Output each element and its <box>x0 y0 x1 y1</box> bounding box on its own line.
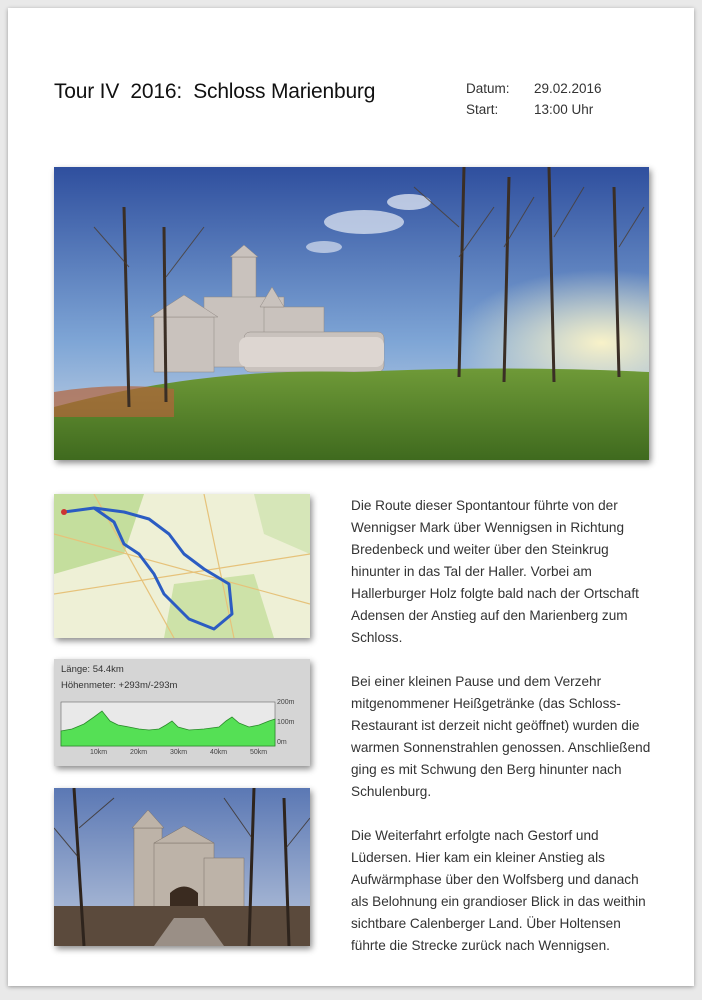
start-value: 13:00 Uhr <box>534 102 594 117</box>
tour-description <box>351 495 651 979</box>
date-value: 29.02.2016 <box>534 81 602 96</box>
route-length: Länge: 54.4km <box>61 664 124 675</box>
elevation-profile <box>54 659 310 766</box>
x-tick-50: 50km <box>250 749 268 756</box>
paragraph-route: Die Route dieser Spontantour führte von der Wennigser Mark über Wennigsen in Richtung Bredenbeck und weiter über den Steinkrug hinunter in das Tal der Haller. Vorbei am Hallerburger Holz folgte bald nach der Ortschaft Adensen der Anstieg auf den Marienberg zum Schloss. <box>351 498 639 645</box>
paragraph-return: Die Weiterfahrt erfolgte nach Gestorf und Lüdersen. Hier kam ein kleiner Anstieg als Aufwärmphase über den Wolfsberg und danach als Belohnung ein grandioser Blick in das weithin sichtbare Calenberger Land. Über Holtensen führte die Strecke zurück nach Wennigsen. <box>351 828 646 953</box>
castle-gate-photo <box>54 788 310 946</box>
y-tick-200: 200m <box>277 699 295 706</box>
x-tick-30: 30km <box>170 749 188 756</box>
page-title: Tour IV 2016: Schloss Marienburg <box>54 80 376 103</box>
start-row <box>466 99 602 120</box>
x-tick-10: 10km <box>90 749 108 756</box>
x-tick-20: 20km <box>130 749 148 756</box>
castle-photo <box>54 167 649 460</box>
x-tick-40: 40km <box>210 749 228 756</box>
route-elevation-gain: Höhenmeter: +293m/-293m <box>61 680 178 691</box>
date-row <box>466 78 602 99</box>
y-tick-0: 0m <box>277 739 287 746</box>
tour-meta <box>466 78 602 120</box>
route-map <box>54 494 310 638</box>
start-label: Start: <box>466 102 499 117</box>
paragraph-pause: Bei einer kleinen Pause und dem Verzehr mitgenommener Heißgetränke (das Schloss-Restaurant ist derzeit nicht geöffnet) wurden die warmen Sonnenstrahlen genossen. Anschließend ging es mit Schwung den Berg hinunter nach Schulenburg. <box>351 674 651 799</box>
y-tick-100: 100m <box>277 719 295 726</box>
document-page <box>8 8 694 986</box>
date-label: Datum: <box>466 81 510 96</box>
